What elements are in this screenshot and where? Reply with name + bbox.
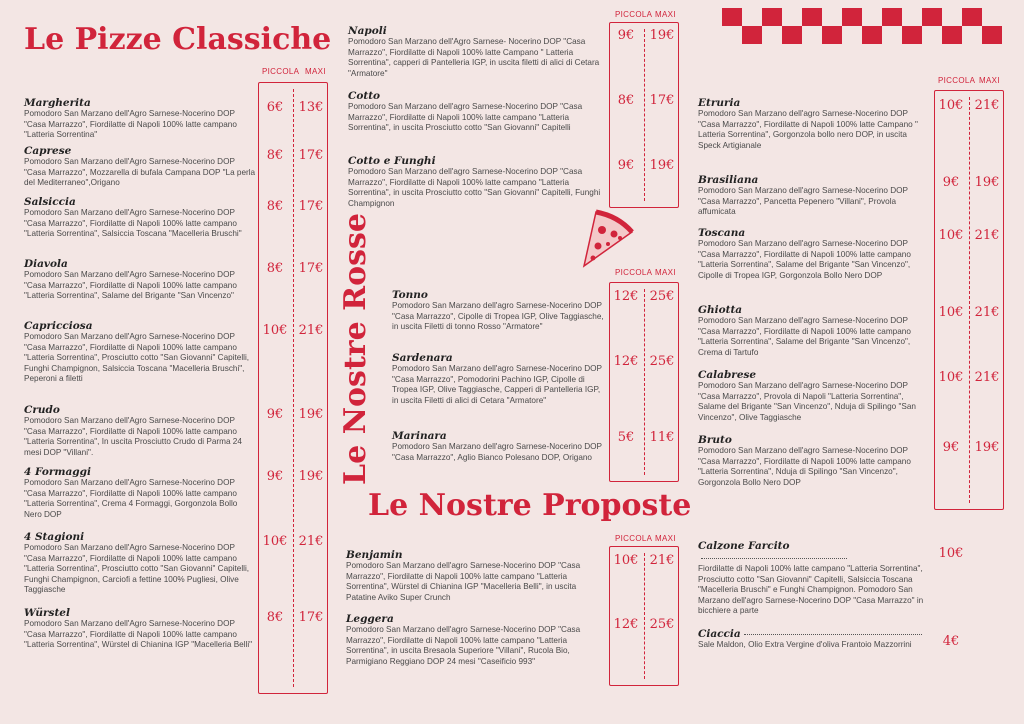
menu-item: [24, 607, 256, 651]
price-piccola: 9€: [942, 175, 960, 190]
price-maxi: 17€: [298, 610, 324, 625]
item-name: 4 Stagioni: [24, 531, 85, 543]
price-piccola: 6€: [266, 100, 284, 115]
dotted-leader: [701, 558, 847, 559]
item-description: Pomodoro San Marzano dell'agro Sarnese-Nocerino DOP "Casa Marrazzo", Pomodorini Pachino IGP, Cipolle di Tropea IGP, Olive Taggiasche, Capperi di Pantelleria IGP, in uscita Filetti di alici di Cetara "Armatore": [392, 364, 602, 405]
price-piccola: 10€: [938, 228, 964, 243]
price-maxi: 19€: [974, 440, 1000, 455]
price-maxi: 25€: [649, 617, 675, 632]
price-column-rosse: [609, 282, 679, 482]
price-piccola: 10€: [938, 305, 964, 320]
menu-item: [346, 613, 606, 667]
item-name: Crudo: [24, 404, 60, 416]
item-description: Pomodoro San Marzano dell'agro Sarnese-Nocerino DOP "Casa Marrazzo", Fiordilatte di Napoli 100% latte Campano " Latteria Sorrentina", Gorgonzola bollo nero DOP, in uscita Speck Artigianale: [698, 109, 918, 150]
item-description: Pomodoro San Marzano dell'agro Sarnese-Nocerino DOP "Casa Marrazzo", Fiordilatte di Napoli 100% latte campano "Latteria Sorrentina", in uscita Prosciutto cotto "San Giovanni" Capitelli: [348, 102, 583, 133]
item-description: Pomodoro San Marzano dell'Agro Sarnese-Nocerino DOP "Casa Marrazzo", Fiordilatte di Napoli 100% latte campano "Latteria Sorrentina", Prosciutto cotto "San Giovanni" Capitelli, Funghi Champignon, Carciofi a fettine 100% Pugliesi, Olive Taggiasche: [24, 543, 250, 595]
item-description: Pomodoro San Marzano dell'agro Sarnese-Nocerino DOP "Casa Marrazzo", Provola di Napoli "Latteria Sorrentina", Salame del Brigante "San Vincenzo", Nduja di Spilingo "San Vincenzo", Olive Taggiasche: [698, 381, 916, 422]
item-name: Ciaccia: [698, 628, 926, 640]
menu-item: [24, 320, 256, 385]
item-name: Sardenara: [392, 352, 453, 364]
price-maxi: 19€: [649, 28, 675, 43]
price-maxi: 21€: [974, 370, 1000, 385]
price-maxi: 13€: [298, 100, 324, 115]
menu-item: [348, 25, 604, 79]
menu-item: [392, 352, 604, 406]
item-description: Pomodoro San Marzano dell'agro Sarnese-Nocerino DOP "Casa Marrazzo", Fiordilatte di Napoli 100% latte campano "Latteria Sorrentina", Würstel di Chianina IGP "Macelleria Belli", in uscita Patatine Aviko Super Crunch: [346, 561, 581, 602]
menu-item: [698, 434, 928, 488]
price-piccola: 9€: [617, 158, 635, 173]
header-piccola: PICCOLA: [615, 10, 653, 19]
item-name: Würstel: [24, 607, 70, 619]
item-name: Etruria: [698, 97, 741, 109]
price-piccola: 8€: [617, 93, 635, 108]
price-maxi: 19€: [298, 469, 324, 484]
price-maxi: 17€: [298, 148, 324, 163]
menu-item: [698, 174, 928, 218]
item-description: Pomodoro San Marzano dell'Agro Sarnese-Nocerino DOP "Casa Marrazzo", Fiordilatte di Napoli 100% latte campano "Latteria Sorrentina", Salame del Brigante "San Vincenzo": [24, 270, 237, 301]
item-description: Pomodoro San Marzano dell'agro Sarnese-Nocerino DOP "Casa Marrazzo", Fiordilatte di Napoli 100% latte campano "Latteria Sorrentina", in uscita Bresaola Superiore "Villani", Rucola Bio, Parmigiano Reggiano DOP 24 mesi "Caseificio 993": [346, 625, 581, 666]
title-rosse: Le Nostre Rosse: [338, 213, 373, 485]
item-name: Calabrese: [698, 369, 757, 381]
pizza-slice-icon: [576, 208, 636, 270]
item-name: Cotto e Funghi: [348, 155, 436, 167]
item-description: Pomodoro San Marzano dell'Agro Sarnese- Nocerino DOP "Casa Marrazzo", Fiordilatte di Napoli 100% latte Campano " Latteria Sorrentina", capperi di Pantelleria IGP, in uscita filetti di alici di Cetara "Armatore": [348, 37, 600, 78]
item-description: Pomodoro San Marzano dell'Agro Sarnese-Nocerino DOP "Casa Marrazzo", Fiordilatte di Napoli 100% latte campano "Latteria Sorrentina", In uscita Prosciutto Crudo di Parma 24 mesi DOP "Villani".: [24, 416, 242, 457]
dotted-leader: [744, 634, 922, 635]
header-piccola: PICCOLA: [615, 268, 653, 277]
price-maxi: 17€: [649, 93, 675, 108]
price-piccola: 10€: [262, 534, 288, 549]
price-maxi: 17€: [298, 261, 324, 276]
item-name: Tonno: [392, 289, 428, 301]
item-description: Pomodoro San Marzano dell'Agro Sarnese-Nocerino DOP "Casa Marrazzo", Fiordilatte di Napoli 100% latte campano "Latteria Sorrentina": [24, 109, 237, 140]
item-description: Pomodoro San Marzano dell'agro Sarnese-Nocerino DOP "Casa Marrazzo", Aglio Bianco Polesano DOP, Origano: [392, 442, 602, 462]
title-proposte: Le Nostre Proposte: [368, 488, 692, 523]
menu-item: [24, 145, 256, 189]
price-single: 10€: [938, 546, 964, 561]
menu-item: [392, 430, 604, 463]
item-name: Benjamin: [346, 549, 403, 561]
item-name: Cotto: [348, 90, 381, 102]
price-piccola: 10€: [262, 323, 288, 338]
price-piccola: 10€: [613, 553, 639, 568]
item-name: Caprese: [24, 145, 72, 157]
menu-item: [348, 155, 604, 209]
menu-item: [24, 97, 256, 141]
item-name: Napoli: [348, 25, 387, 37]
menu-item: [698, 628, 926, 651]
item-description: Pomodoro San Marzano dell'agro Sarnese-Nocerino DOP "Casa Marrazzo", Fiordilatte di Napoli 100% latte campano "Latteria Sorrentina", Salame del Brigante "San Vincenzo", Cipolle di Tropea IGP, Gorgonzola Bollo Nero DOP: [698, 239, 911, 280]
title-classiche: Le Pizze Classiche: [24, 22, 332, 57]
header-maxi: MAXI: [979, 76, 1000, 85]
price-maxi: 17€: [298, 199, 324, 214]
item-name: Marinara: [392, 430, 447, 442]
menu-item: [24, 258, 256, 302]
price-piccola: 8€: [266, 610, 284, 625]
item-description: Pomodoro San Marzano dell'agro Sarnese-Nocerino DOP "Casa Marrazzo", Pancetta Pepenero "Villani", Provola affumicata: [698, 186, 908, 217]
item-description: Pomodoro San Marzano dell'agro Sarnese-Nocerino DOP "Casa Marrazzo", Fiordilatte di Napoli 100% latte campano "Latteria Sorrentina", Nduja di Spilingo "San Vincenzo", Gorgonzola Bollo Nero DOP: [698, 446, 911, 487]
item-description: Sale Maldon, Olio Extra Vergine d'oliva Frantoio Mazzorrini: [698, 640, 912, 649]
price-piccola: 12€: [613, 617, 639, 632]
price-maxi: 19€: [649, 158, 675, 173]
menu-item: [698, 540, 926, 617]
price-piccola: 9€: [266, 407, 284, 422]
price-maxi: 25€: [649, 354, 675, 369]
checkerboard-decoration: [722, 8, 1004, 52]
item-name: Calzone Farcito: [698, 540, 926, 564]
item-description: Pomodoro San Marzano dell'Agro Sarnese-Nocerino DOP "Casa Marrazzo", Fiordilatte di Napoli 100% latte campano "Latteria Sorrentina", Würstel di Chianina IGP "Macelleria Belli": [24, 619, 253, 650]
price-column-middle-top: [609, 22, 679, 208]
header-maxi: MAXI: [655, 268, 676, 277]
price-maxi: 25€: [649, 289, 675, 304]
price-maxi: 21€: [298, 323, 324, 338]
price-piccola: 9€: [942, 440, 960, 455]
price-column-classiche: [258, 82, 328, 694]
price-piccola: 9€: [266, 469, 284, 484]
menu-item: [24, 466, 256, 520]
item-description: Pomodoro San Marzano dell'agro Sarnese-Nocerino DOP "Casa Marrazzo", Fiordilatte di Napoli 100% latte campano "Latteria Sorrentina", Salame del Brigante "San Vincenzo", Crema di Tartufo: [698, 316, 911, 357]
menu-item: [24, 531, 256, 596]
menu-item: [698, 227, 928, 281]
price-piccola: 12€: [613, 354, 639, 369]
item-description: Fiordilatte di Napoli 100% latte campano "Latteria Sorrentina", Prosciutto cotto "San Giovanni" Capitelli, Salsiccia Toscana "Macelleria Bruschi" e Funghi Champignon. Pomodoro San Marzano dell'agro Sarnese-Nocerino DOP "Casa Marrazzo" in bicchiere a parte: [698, 564, 924, 616]
price-piccola: 8€: [266, 148, 284, 163]
menu-item: [348, 90, 604, 134]
price-maxi: 21€: [974, 228, 1000, 243]
item-name: Brasiliana: [698, 174, 759, 186]
price-single: 4€: [942, 634, 960, 649]
price-maxi: 21€: [974, 305, 1000, 320]
item-description: Pomodoro San Marzano dell'agro Sarnese-Nocerino DOP "Casa Marrazzo", Cipolle di Tropea IGP, Olive Taggiasche, in uscita Filetti di tonno Rosso "Armatore": [392, 301, 604, 332]
price-piccola: 10€: [938, 98, 964, 113]
item-name: Salsiccia: [24, 196, 76, 208]
price-maxi: 19€: [974, 175, 1000, 190]
menu-item: [698, 304, 928, 358]
header-maxi: MAXI: [655, 534, 676, 543]
item-description: Pomodoro San Marzano dell'Agro Sarnese-Nocerino DOP "Casa Marrazzo", Mozzarella di bufala Campana DOP "La perla del Mediterraneo",Origano: [24, 157, 256, 188]
menu-item: [392, 289, 604, 333]
menu-item: [24, 404, 256, 458]
price-maxi: 19€: [298, 407, 324, 422]
header-maxi: MAXI: [655, 10, 676, 19]
item-name: Ghiotta: [698, 304, 743, 316]
price-piccola: 5€: [617, 430, 635, 445]
header-piccola: PICCOLA: [262, 67, 300, 76]
menu-item: [698, 369, 928, 423]
item-name: Margherita: [24, 97, 91, 109]
price-piccola: 8€: [266, 199, 284, 214]
item-description: Pomodoro San Marzano dell'agro Sarnese-Nocerino DOP "Casa Marrazzo", Fiordilatte di Napoli 100% latte campano "Latteria Sorrentina", in uscita Prosciutto cotto "San Giovanni" Capitelli, Funghi Champignon: [348, 167, 601, 208]
item-description: Pomodoro San Marzano dell'Agro Sarnese-Nocerino DOP "Casa Marrazzo", Fiordilatte di Napoli 100% latte campano "Latteria Sorrentina", Salsiccia Toscana "Macelleria Bruschi": [24, 208, 242, 239]
item-name: Leggera: [346, 613, 394, 625]
price-piccola: 8€: [266, 261, 284, 276]
price-piccola: 10€: [938, 370, 964, 385]
header-piccola: PICCOLA: [938, 76, 976, 85]
price-maxi: 21€: [974, 98, 1000, 113]
menu-item: [24, 196, 256, 240]
item-description: Pomodoro San Marzano dell'Agro Sarnese-Nocerino DOP "Casa Marrazzo", Fiordilatte di Napoli 100% latte campano "Latteria Sorrentina", Crema 4 Formaggi, Gorgonzola Bollo Nero DOP: [24, 478, 238, 519]
price-maxi: 11€: [649, 430, 675, 445]
item-name: Toscana: [698, 227, 746, 239]
menu-item: [346, 549, 606, 603]
price-maxi: 21€: [649, 553, 675, 568]
item-name: 4 Formaggi: [24, 466, 91, 478]
item-name: Bruto: [698, 434, 732, 446]
header-maxi: MAXI: [305, 67, 326, 76]
item-name: Diavola: [24, 258, 68, 270]
price-piccola: 9€: [617, 28, 635, 43]
header-piccola: PICCOLA: [615, 534, 653, 543]
item-name: Capricciosa: [24, 320, 93, 332]
price-maxi: 21€: [298, 534, 324, 549]
item-description: Pomodoro San Marzano dell'Agro Sarnese-Nocerino DOP "Casa Marrazzo", Fiordilatte di Napoli 100% latte campano "Latteria Sorrentina", Prosciutto cotto "San Giovanni" Capitelli, Funghi Champignon, Salsiccia Toscana "Macelleria Bruschi", Peperoni a filetti: [24, 332, 250, 384]
menu-item: [698, 97, 928, 151]
price-piccola: 12€: [613, 289, 639, 304]
